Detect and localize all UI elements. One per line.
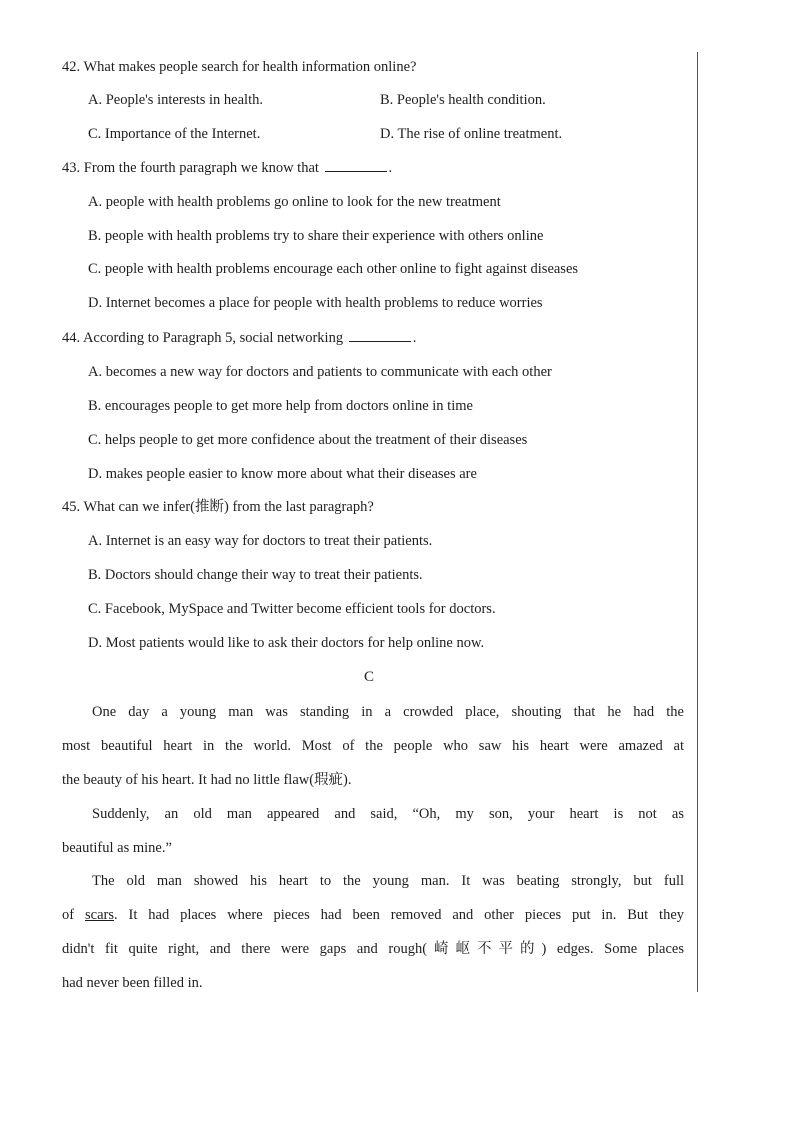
question-45-option-d: D. Most patients would like to ask their doctors for help online now. [88,635,485,651]
question-45-option-b: B. Doctors should change their way to treat their patients. [88,567,423,583]
passage-p3-line2 [62,906,684,924]
question-43-stem-text: 43. From the fourth paragraph we know that [62,160,319,176]
question-42-option-d: D. The rise of online treatment. [380,126,563,142]
question-43-option-b: B. people with health problems try to share their experience with others online [88,228,544,244]
question-45-option-a: A. Internet is an easy way for doctors to treat their patients. [88,533,433,549]
passage-p1-line3: the beauty of his heart. It had no little flaw(瑕疵). [62,772,352,788]
passage-p1-line2: most beautiful heart in the world. Most of the people who saw his heart were amazed at [62,738,684,754]
answer-blank [325,159,387,172]
question-44-option-d: D. makes people easier to know more about what their diseases are [88,466,477,482]
question-44-option-c: C. helps people to get more confidence about the treatment of their diseases [88,432,528,448]
answer-blank [349,329,411,342]
passage-p3-line3: didn't fit quite right, and there were gaps and rough(崎岖不平的) edges. Some places [62,941,684,957]
question-44-stem-end: . [412,330,417,346]
question-42-stem: 42. What makes people search for health information online? [62,59,417,75]
passage-p2-line2: beautiful as mine.” [62,840,172,856]
passage-p3-line2-start: of [62,907,75,923]
passage-p3-line2-rest: . It had places where pieces had been removed and other pieces put in. But they [114,907,685,923]
question-43-stem [62,159,392,177]
question-44-option-b: B. encourages people to get more help from doctors online in time [88,398,473,414]
passage-p1-line1: One day a young man was standing in a crowded place, shouting that he had the [92,704,684,720]
margin-rule [697,52,698,992]
question-45-stem: 45. What can we infer(推断) from the last paragraph? [62,499,374,515]
question-42-option-a: A. People's interests in health. [88,92,263,108]
passage-p3-line1: The old man showed his heart to the young man. It was beating strongly, but full [92,873,684,889]
passage-p2-line1: Suddenly, an old man appeared and said, “Oh, my son, your heart is not as [92,806,684,822]
question-44-stem [62,329,416,347]
question-45-option-c: C. Facebook, MySpace and Twitter become efficient tools for doctors. [88,601,496,617]
question-44-stem-text: 44. According to Paragraph 5, social networking [62,330,344,346]
question-42-option-c: C. Importance of the Internet. [88,126,261,142]
underlined-word-scars: scars [85,907,114,923]
question-44-option-a: A. becomes a new way for doctors and patients to communicate with each other [88,364,552,380]
question-42-option-b: B. People's health condition. [380,92,546,108]
section-label: C [364,669,375,685]
question-43-option-a: A. people with health problems go online to look for the new treatment [88,194,501,210]
question-43-stem-end: . [388,160,393,176]
question-43-option-c: C. people with health problems encourage each other online to fight against diseases [88,261,579,277]
question-43-option-d: D. Internet becomes a place for people with health problems to reduce worries [88,295,543,311]
passage-p3-line4: had never been filled in. [62,975,203,991]
